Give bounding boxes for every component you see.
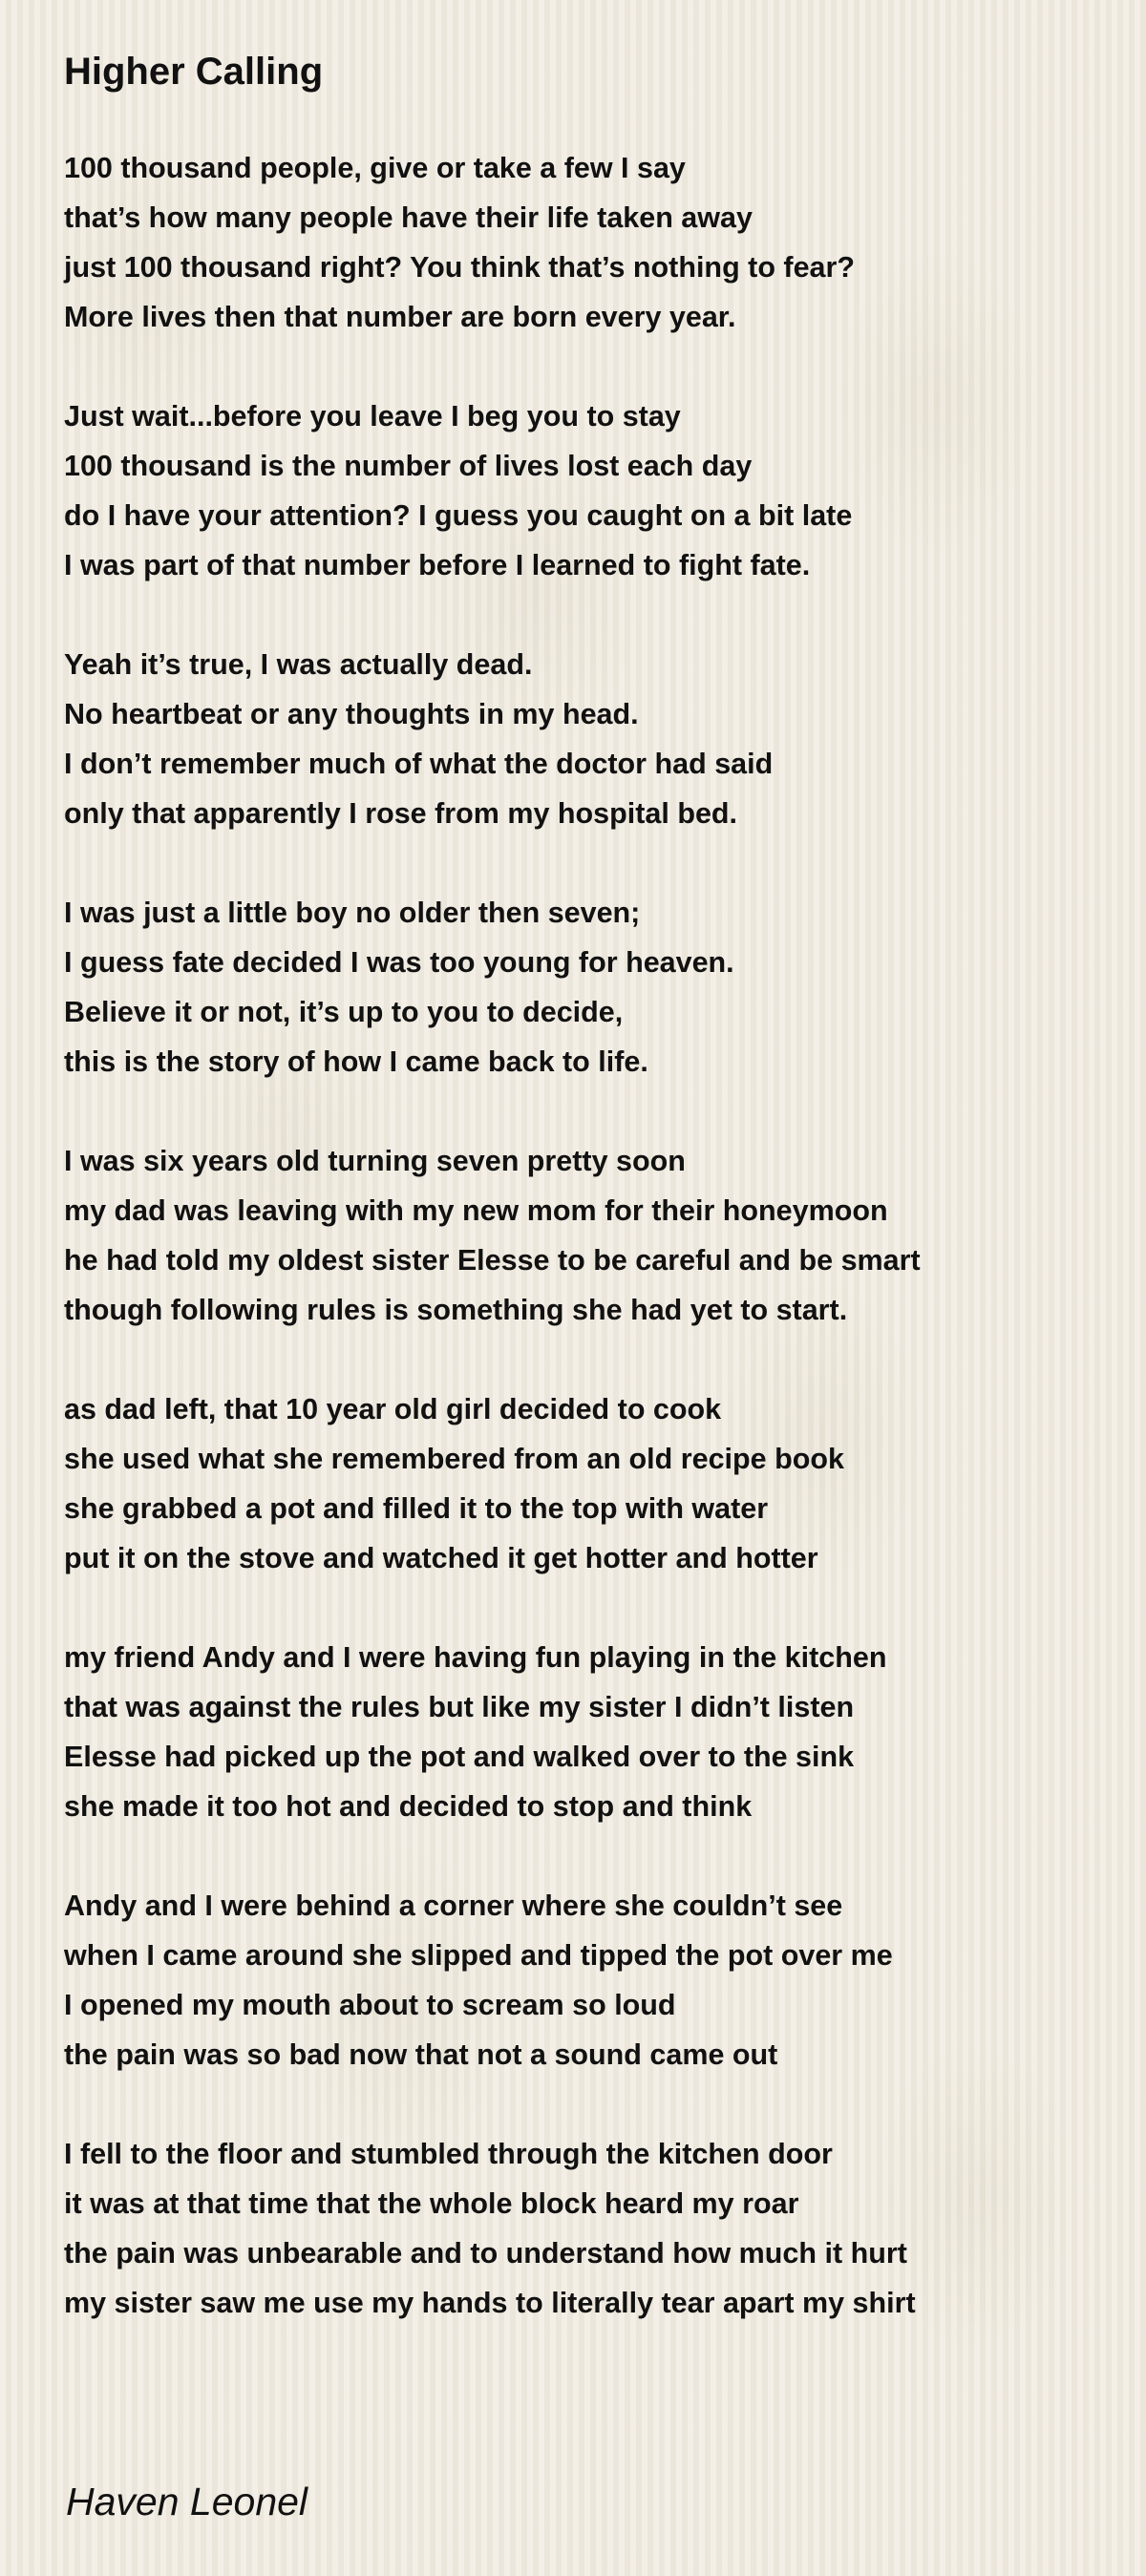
poem-line: 100 thousand is the number of lives lost each day (64, 450, 753, 482)
poem-line: my friend Andy and I were having fun playing in the kitchen (64, 1641, 887, 1674)
stanza (64, 1384, 1114, 1583)
stanza (64, 640, 1114, 838)
poem-line: my dad was leaving with my new mom for their honeymoon (64, 1194, 888, 1227)
poem-line: only that apparently I rose from my hospital bed. (64, 797, 738, 830)
poem-line: No heartbeat or any thoughts in my head. (64, 698, 639, 730)
poem-line: I guess fate decided I was too young for heaven. (64, 946, 734, 979)
poem-line: I fell to the floor and stumbled through the kitchen door (64, 2138, 833, 2170)
poem-line: put it on the stove and watched it get hotter and hotter (64, 1542, 818, 1574)
poem-line: 100 thousand people, give or take a few I say (64, 152, 686, 184)
poem-line: though following rules is something she had yet to start. (64, 1294, 848, 1326)
poem-line: Andy and I were behind a corner where she couldn’t see (64, 1890, 843, 1922)
stanza (64, 1633, 1114, 1831)
poem-line: when I came around she slipped and tipped the pot over me (64, 1939, 893, 1972)
poem-line: I opened my mouth about to scream so loud (64, 1989, 676, 2021)
poem-line: Just wait...before you leave I beg you to stay (64, 400, 681, 433)
poem-line: Believe it or not, it’s up to you to decide, (64, 996, 624, 1028)
poem-line: the pain was unbearable and to understand how much it hurt (64, 2237, 907, 2270)
poem-line: Yeah it’s true, I was actually dead. (64, 648, 533, 681)
poem-title: Higher Calling (64, 51, 324, 93)
stanza (64, 1881, 1114, 2080)
poem-author: Haven Leonel (66, 2480, 308, 2523)
stanza (64, 1136, 1114, 1335)
poem-body (64, 143, 1114, 2377)
poem-line: this is the story of how I came back to life. (64, 1045, 648, 1078)
poem-line: it was at that time that the whole block heard my roar (64, 2187, 799, 2220)
poem-line: he had told my oldest sister Elesse to be careful and be smart (64, 1244, 921, 1277)
poem-line: she made it too hot and decided to stop and think (64, 1790, 753, 1823)
stanza (64, 2129, 1114, 2328)
poem-line: I was just a little boy no older then seven; (64, 897, 641, 929)
poem-line: do I have your attention? I guess you caught on a bit late (64, 499, 853, 532)
poem-line: Elesse had picked up the pot and walked over to the sink (64, 1741, 855, 1773)
poem-line: I don’t remember much of what the doctor had said (64, 748, 774, 780)
poem-line: that was against the rules but like my sister I didn’t listen (64, 1691, 855, 1723)
poem-line: I was six years old turning seven pretty soon (64, 1145, 686, 1177)
poem-line: that’s how many people have their life taken away (64, 201, 753, 234)
poem-line: she used what she remembered from an old recipe book (64, 1443, 844, 1475)
stanza (64, 143, 1114, 342)
poem-line: the pain was so bad now that not a sound came out (64, 2038, 778, 2071)
poem-line: I was part of that number before I learned to fight fate. (64, 549, 811, 581)
poem-line: she grabbed a pot and filled it to the top with water (64, 1492, 769, 1525)
poem-line: More lives then that number are born every year. (64, 301, 736, 333)
stanza (64, 391, 1114, 590)
poem-line: my sister saw me use my hands to literally tear apart my shirt (64, 2287, 916, 2319)
poem-line: as dad left, that 10 year old girl decided to cook (64, 1393, 722, 1425)
stanza (64, 888, 1114, 1087)
poem-line: just 100 thousand right? You think that’s nothing to fear? (64, 251, 856, 284)
